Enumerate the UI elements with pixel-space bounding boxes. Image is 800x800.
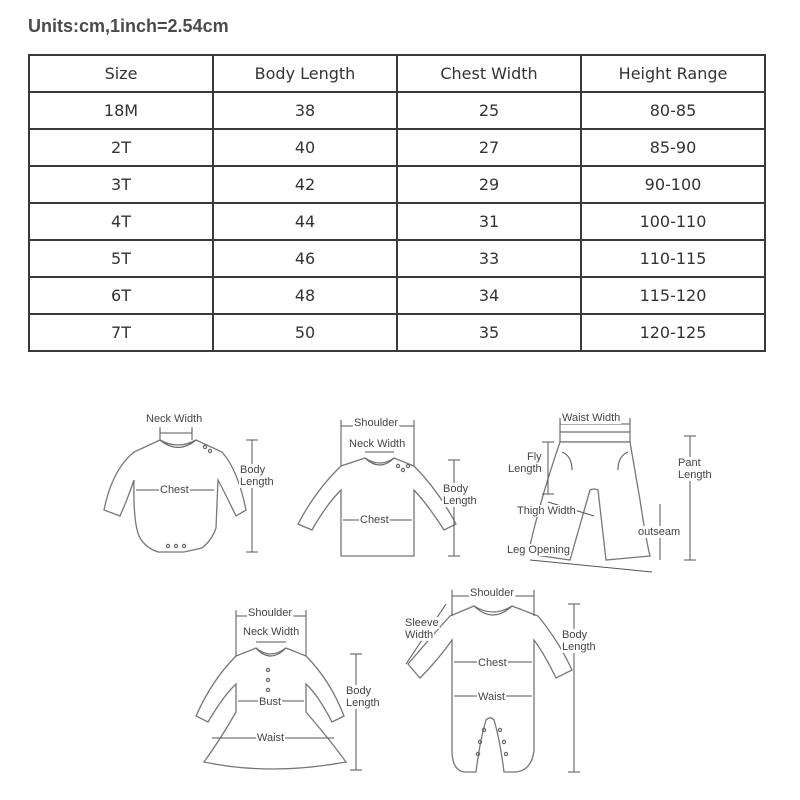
table-cell: 90-100 xyxy=(581,166,765,203)
header-size: Size xyxy=(29,55,213,92)
table-cell: 35 xyxy=(397,314,581,351)
table-cell: 115-120 xyxy=(581,277,765,314)
label-shoulder: Shoulder xyxy=(248,607,293,619)
table-row xyxy=(29,240,765,277)
table-cell: 46 xyxy=(213,240,397,277)
label-body: Body xyxy=(443,483,469,495)
label-leg-opening: Leg Opening xyxy=(507,544,570,556)
table-cell: 34 xyxy=(397,277,581,314)
measurement-diagrams xyxy=(0,395,800,795)
table-row xyxy=(29,92,765,129)
label-length: Length xyxy=(562,641,596,653)
table-cell: 85-90 xyxy=(581,129,765,166)
table-cell: 18M xyxy=(29,92,213,129)
dress-diagram xyxy=(196,607,381,770)
table-cell: 100-110 xyxy=(581,203,765,240)
label-length: Length xyxy=(346,697,380,709)
table-cell: 7T xyxy=(29,314,213,351)
table-cell: 25 xyxy=(397,92,581,129)
label-neck-width: Neck Width xyxy=(349,438,406,450)
button-dot xyxy=(482,728,485,731)
table-cell: 44 xyxy=(213,203,397,240)
table-cell: 120-125 xyxy=(581,314,765,351)
bodysuit-diagram xyxy=(104,413,275,552)
label-sleeve-width: Width xyxy=(405,629,434,641)
label-length: Length xyxy=(240,476,274,488)
label-bust: Bust xyxy=(259,696,282,708)
label-fly-length: Length xyxy=(508,463,542,475)
label-outseam: outseam xyxy=(638,526,681,538)
table-cell: 42 xyxy=(213,166,397,203)
shirt-diagram xyxy=(298,417,478,556)
table-row xyxy=(29,203,765,240)
label-neck-width: Neck Width xyxy=(243,626,300,638)
label-sleeve: Sleeve xyxy=(405,617,439,629)
label-body: Body xyxy=(346,685,372,697)
label-pant: Pant xyxy=(678,457,701,469)
dress-outline xyxy=(196,648,346,769)
table-row xyxy=(29,166,765,203)
label-neck-width: Neck Width xyxy=(146,413,203,425)
romper-diagram xyxy=(404,587,597,772)
label-waist: Waist xyxy=(257,732,285,744)
label-length: Length xyxy=(443,495,477,507)
pants-waistband xyxy=(560,432,630,442)
label-thigh-width: Thigh Width xyxy=(517,505,576,517)
pants-outline xyxy=(528,442,650,560)
table-cell: 5T xyxy=(29,240,213,277)
header-height-range: Height Range xyxy=(581,55,765,92)
label-body: Body xyxy=(240,464,266,476)
table-row xyxy=(29,277,765,314)
header-chest-width: Chest Width xyxy=(397,55,581,92)
label-shoulder: Shoulder xyxy=(470,587,515,599)
table-cell: 6T xyxy=(29,277,213,314)
table-cell: 38 xyxy=(213,92,397,129)
table-cell: 3T xyxy=(29,166,213,203)
table-cell: 29 xyxy=(397,166,581,203)
label-waist: Waist xyxy=(478,691,506,703)
table-header-row xyxy=(29,55,765,92)
table-cell: 110-115 xyxy=(581,240,765,277)
table-cell: 48 xyxy=(213,277,397,314)
table-cell: 33 xyxy=(397,240,581,277)
label-waist-width: Waist Width xyxy=(562,412,621,424)
table-cell: 27 xyxy=(397,129,581,166)
size-chart-table xyxy=(28,54,766,352)
units-note: Units:cm,1inch=2.54cm xyxy=(28,16,229,36)
table-row xyxy=(29,129,765,166)
table-cell: 40 xyxy=(213,129,397,166)
pants-diagram xyxy=(506,412,713,572)
table-cell: 2T xyxy=(29,129,213,166)
table-cell: 80-85 xyxy=(581,92,765,129)
label-pant-length: Length xyxy=(678,469,712,481)
label-chest: Chest xyxy=(160,484,189,496)
label-shoulder: Shoulder xyxy=(354,417,399,429)
label-chest: Chest xyxy=(360,514,389,526)
table-cell: 4T xyxy=(29,203,213,240)
shirt-outline xyxy=(298,458,456,556)
label-fly: Fly xyxy=(527,451,542,463)
leg-opening-arrow xyxy=(530,560,652,572)
table-cell: 31 xyxy=(397,203,581,240)
header-body-length: Body Length xyxy=(213,55,397,92)
label-chest: Chest xyxy=(478,657,507,669)
table-cell: 50 xyxy=(213,314,397,351)
label-body: Body xyxy=(562,629,588,641)
table-row xyxy=(29,314,765,351)
